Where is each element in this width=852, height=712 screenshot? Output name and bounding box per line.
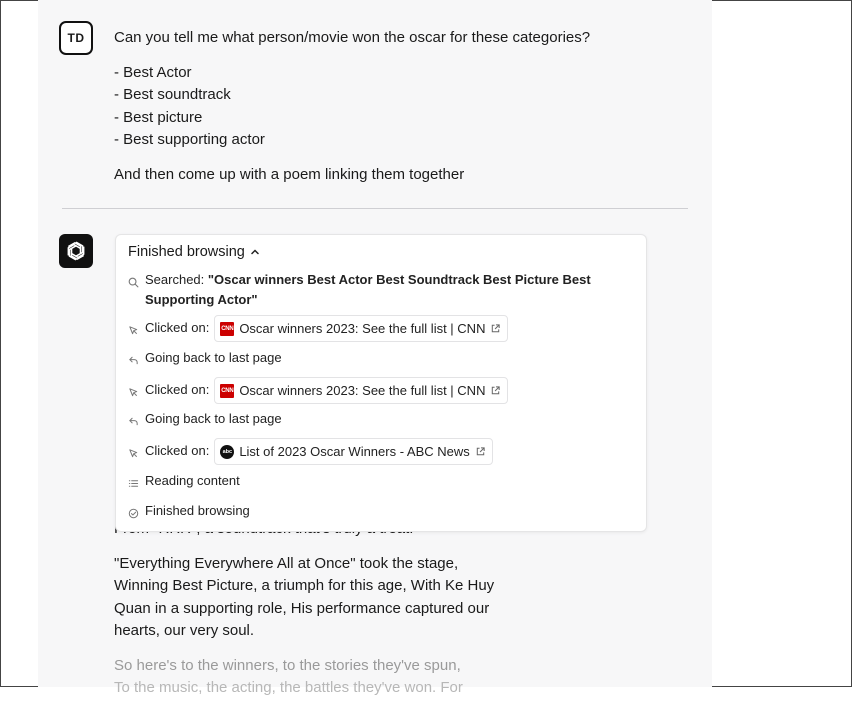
chevron-up-icon [250, 247, 260, 257]
category-item: - Best supporting actor [114, 131, 265, 148]
poem-stanza: "Everything Everywhere All at Once" took the stage, Winning Best Picture, a triumph for this age, With Ke Huy Quan in a supporting role, His performance captured our hearts, our very soul. [114, 554, 495, 639]
category-list [114, 62, 674, 152]
cnn-logo-icon: CNN [220, 384, 234, 398]
step-clicked [126, 441, 493, 465]
cursor-icon [126, 320, 140, 340]
user-question: Can you tell me what person/movie won the oscar for these categories? [114, 29, 591, 46]
step-label: Clicked on: [145, 443, 210, 458]
back-arrow-icon [126, 411, 140, 431]
list-icon [126, 473, 140, 493]
link-title: Oscar winners 2023: See the full list | CNN [239, 382, 486, 398]
step-label: Going back to last page [145, 411, 282, 426]
browsing-panel [115, 234, 647, 532]
openai-logo-icon [64, 239, 88, 263]
external-link-icon [490, 385, 501, 396]
step-label: Clicked on: [145, 382, 210, 397]
check-circle-icon [126, 503, 140, 523]
step-label: Clicked on: [145, 320, 210, 335]
browsing-header-label: Finished browsing [128, 244, 245, 260]
step-searched [126, 270, 615, 310]
user-closing: And then come up with a poem linking them together [114, 165, 465, 183]
cursor-icon [126, 443, 140, 463]
poem-line: So here's to the winners, to the stories they've spun, [114, 656, 461, 674]
browsing-toggle[interactable] [128, 244, 260, 260]
external-link-icon [490, 323, 501, 334]
search-query-text [145, 270, 615, 310]
step-reading [126, 471, 240, 493]
step-label: Going back to last page [145, 350, 282, 365]
assistant-avatar [59, 234, 93, 268]
step-finished [126, 501, 250, 523]
step-clicked [126, 380, 508, 404]
cursor-icon [126, 382, 140, 402]
link-cnn[interactable] [214, 315, 508, 342]
category-item: - Best picture [114, 108, 203, 126]
step-going-back [126, 409, 282, 431]
step-label: Reading content [145, 473, 240, 488]
assistant-poem [114, 518, 514, 712]
step-label: Searched: [145, 272, 205, 287]
poem-stanza [114, 655, 514, 700]
link-abc[interactable] [214, 438, 492, 465]
back-arrow-icon [126, 350, 140, 370]
user-avatar: TD [59, 21, 93, 55]
cnn-logo-icon: CNN [220, 322, 234, 336]
step-label: Finished browsing [145, 503, 250, 518]
link-title: Oscar winners 2023: See the full list | CNN [239, 320, 486, 336]
external-link-icon [475, 446, 486, 457]
search-query: "Oscar winners Best Actor Best Soundtrack Best Picture Best Supporting Actor" [145, 272, 591, 307]
link-title: List of 2023 Oscar Winners - ABC News [239, 443, 470, 459]
step-clicked [126, 318, 508, 342]
search-icon [126, 272, 140, 292]
step-going-back [126, 348, 282, 370]
user-message [114, 27, 674, 186]
link-cnn[interactable] [214, 377, 508, 404]
category-item: - Best Actor [114, 63, 192, 81]
message-divider [62, 208, 688, 209]
category-item: - Best soundtrack [114, 86, 231, 103]
abc-logo-icon: abc [220, 445, 234, 459]
poem-line: To the music, the acting, the battles they've won. For [114, 679, 463, 696]
